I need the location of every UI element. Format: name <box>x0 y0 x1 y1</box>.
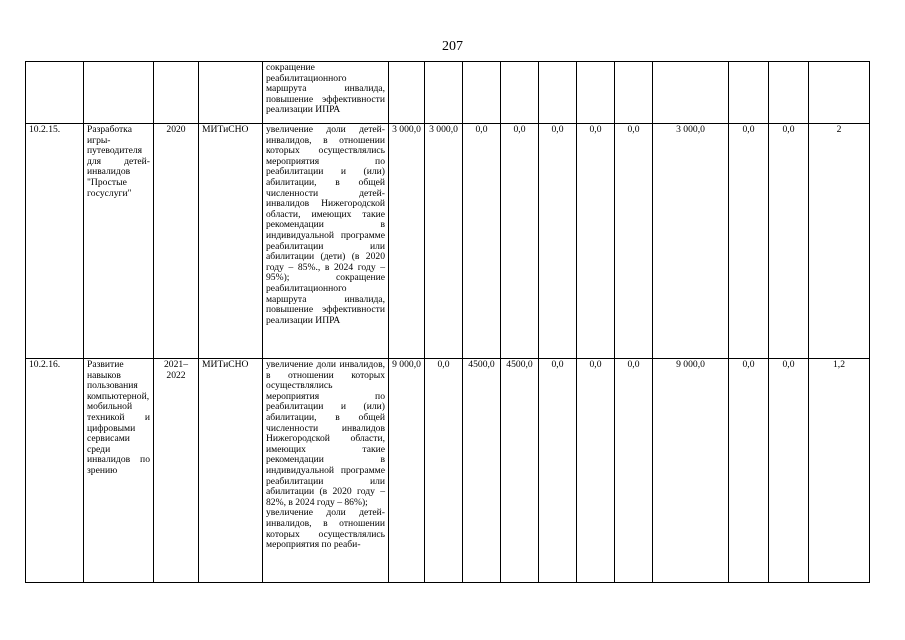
cell-name <box>84 62 154 124</box>
cell-value <box>389 62 425 124</box>
cell-value: 9 000,0 <box>653 359 729 583</box>
cell-value <box>463 62 501 124</box>
cell-value <box>729 62 769 124</box>
cell-value: 3 000,0 <box>425 124 463 359</box>
cell-code <box>26 62 84 124</box>
cell-value: 3 000,0 <box>653 124 729 359</box>
cell-name: Разработка игры-путеводителя для детей-инвалидов "Простые госуслуги" <box>84 124 154 359</box>
table-row-continuation <box>26 62 870 124</box>
cell-indicator: сокращение реабилитационного маршрута инвалида, повышение эффективности реализации ИПРА <box>263 62 389 124</box>
cell-value: 4500,0 <box>463 359 501 583</box>
cell-years <box>154 62 199 124</box>
cell-value: 0,0 <box>577 124 615 359</box>
cell-value: 0,0 <box>425 359 463 583</box>
page-number: 207 <box>442 39 463 54</box>
cell-value <box>501 62 539 124</box>
cell-value: 3 000,0 <box>389 124 425 359</box>
cell-value <box>425 62 463 124</box>
cell-value: 0,0 <box>539 359 577 583</box>
cell-years: 2021–2022 <box>154 359 199 583</box>
cell-code: 10.2.16. <box>26 359 84 583</box>
table-row <box>26 359 870 583</box>
cell-value: 0,0 <box>539 124 577 359</box>
cell-executor <box>199 62 263 124</box>
cell-value: 0,0 <box>463 124 501 359</box>
cell-years: 2020 <box>154 124 199 359</box>
cell-value <box>539 62 577 124</box>
cell-name: Развитие навыков пользования компьютерной, мобильной техникой и цифровыми сервисами среди инвалидов по зрению <box>84 359 154 583</box>
cell-value <box>653 62 729 124</box>
cell-code: 10.2.15. <box>26 124 84 359</box>
cell-executor: МИТиСНО <box>199 124 263 359</box>
cell-value <box>577 62 615 124</box>
cell-indicator <box>263 359 389 583</box>
table-row <box>26 124 870 359</box>
indicator-text: увеличение доли инвалидов, в отношении которых осуществлялись мероприятия по реабилитации и (или) абилитации, в общей численности инвалидов Нижегородской области, имеющих такие рекомендации в индивидуальной программе реабилитации или абилитации (в 2020 году – 82%, в 2024 году – 86%); <box>266 359 385 508</box>
cell-value: 1,2 <box>809 359 870 583</box>
cell-value: 0,0 <box>769 359 809 583</box>
cell-value: 0,0 <box>729 124 769 359</box>
cell-value <box>809 62 870 124</box>
program-table <box>25 61 870 583</box>
cell-value: 0,0 <box>501 124 539 359</box>
cell-value: 0,0 <box>769 124 809 359</box>
cell-value: 2 <box>809 124 870 359</box>
cell-executor: МИТиСНО <box>199 359 263 583</box>
indicator-text-continued: увеличение доли детей-инвалидов, в отношении которых осуществлялись мероприятия по реаби- <box>266 507 385 551</box>
cell-value: 4500,0 <box>501 359 539 583</box>
cell-indicator: увеличение доли детей-инвалидов, в отношении которых осуществлялись мероприятия по реабилитации и (или) абилитации, в общей численности детей-инвалидов Нижегородской области, имеющих такие рекомендации в индивидуальной программе реабилитации или абилитации (дети) (в 2020 году – 85%., в 2024 году – 95%); сокращение реабилитационного маршрута инвалида, повышение эффективности реализации ИПРА <box>263 124 389 359</box>
cell-value: 0,0 <box>729 359 769 583</box>
cell-value: 0,0 <box>577 359 615 583</box>
cell-value: 0,0 <box>615 124 653 359</box>
cell-value: 0,0 <box>615 359 653 583</box>
cell-value: 9 000,0 <box>389 359 425 583</box>
cell-value <box>615 62 653 124</box>
cell-value <box>769 62 809 124</box>
